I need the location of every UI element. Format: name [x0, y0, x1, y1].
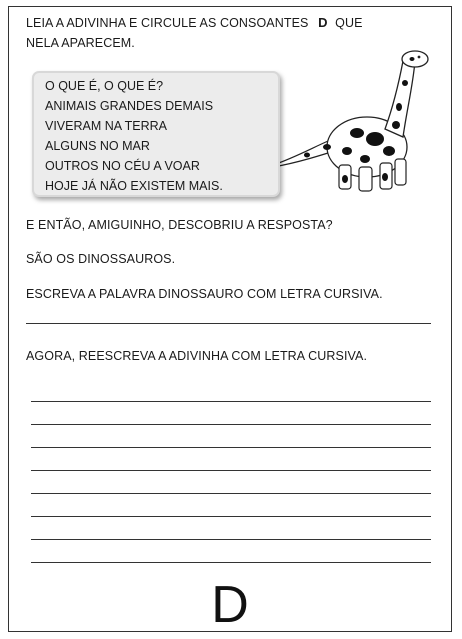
riddle-line: HOJE JÁ NÃO EXISTEM MAIS. — [45, 179, 223, 193]
writing-line — [31, 562, 431, 563]
task-write-word: ESCREVA A PALAVRA DINOSSAURO COM LETRA CURSIVA. — [26, 287, 383, 301]
big-letter: D — [211, 576, 249, 634]
task-rewrite: AGORA, REESCREVA A ADIVINHA COM LETRA CURSIVA. — [26, 349, 368, 363]
riddle-line: VIVERAM NA TERRA — [45, 119, 168, 133]
writing-line — [31, 516, 431, 517]
answer-text: SÃO OS DINOSSAUROS. — [26, 252, 176, 266]
writing-line — [31, 401, 431, 402]
riddle-box — [32, 71, 280, 197]
riddle-line: ALGUNS NO MAR — [45, 139, 150, 153]
instruction-end: QUE — [335, 16, 363, 30]
instruction-text: LEIA A ADIVINHA E CIRCULE AS CONSOANTES — [26, 16, 309, 30]
writing-line — [31, 447, 431, 448]
writing-line — [31, 470, 431, 471]
writing-line — [26, 323, 431, 324]
riddle-line: O QUE É, O QUE É? — [45, 79, 164, 93]
instruction-letter: D — [318, 15, 328, 30]
riddle-line: ANIMAIS GRANDES DEMAIS — [45, 99, 214, 113]
writing-line — [31, 493, 431, 494]
riddle-line: OUTROS NO CÉU A VOAR — [45, 159, 200, 173]
worksheet — [8, 6, 452, 632]
dinosaur-illustration — [267, 47, 437, 197]
instruction-line-1 — [26, 15, 363, 30]
question-text: E ENTÃO, AMIGUINHO, DESCOBRIU A RESPOSTA? — [26, 218, 333, 232]
writing-line — [31, 539, 431, 540]
instruction-line-2: NELA APARECEM. — [26, 36, 135, 50]
writing-line — [31, 424, 431, 425]
